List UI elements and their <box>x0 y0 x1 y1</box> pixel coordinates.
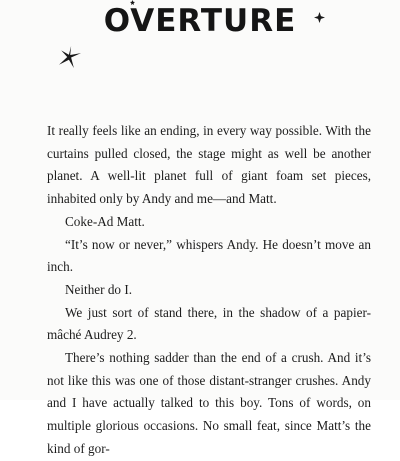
chapter-body <box>47 120 371 461</box>
paragraph: Coke-Ad Matt. <box>65 213 145 229</box>
paragraph: It really feels like an ending, in every way possible. With the curtains pulled closed, the stage might as well be another planet. A well-lit planet full of giant foam set pieces, inhabited only by Andy and me—and Matt. <box>47 123 371 207</box>
chapter-title: OVERTURE <box>103 3 297 39</box>
paragraph: Neither do I. <box>65 281 133 297</box>
paragraph: “It’s now or never,” whispers Andy. He doesn’t move an inch. <box>47 236 371 275</box>
paragraph: There’s nothing sadder than the end of a crush. And it’s not like this was one of those distant-stranger crushes. Andy and I have actually talked to this boy. Tons of words, on multiple glorious occasions. No small feat, since Matt’s the kind of gor- <box>47 350 371 456</box>
star-icon <box>314 12 325 23</box>
paragraph: We just sort of stand there, in the shadow of a papier-mâché Audrey 2. <box>47 304 371 343</box>
star-icon <box>59 46 81 68</box>
